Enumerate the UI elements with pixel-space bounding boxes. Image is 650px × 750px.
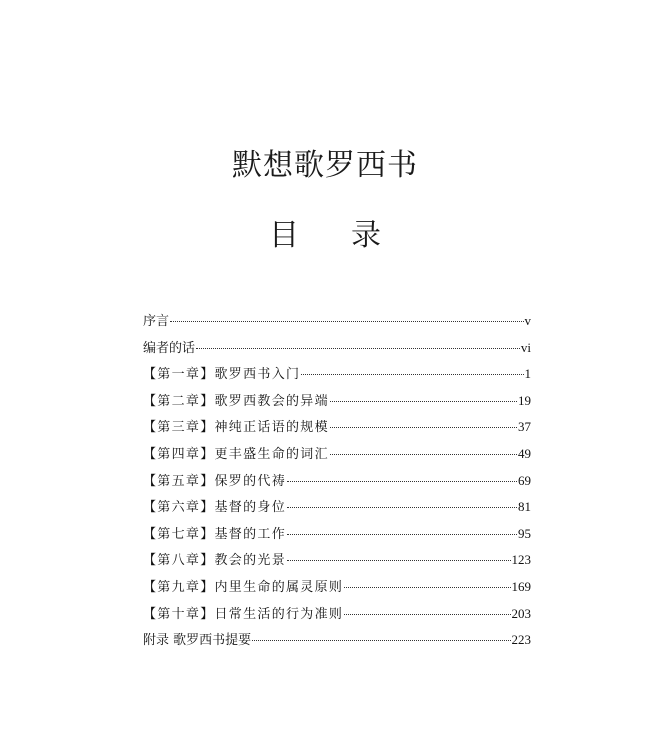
- toc-entry-page: 123: [511, 552, 531, 568]
- dot-leader: [344, 587, 510, 588]
- book-title: 默想歌罗西书: [232, 148, 418, 183]
- toc-heading-char-2: 录: [351, 218, 381, 253]
- toc-entry-editors-note[interactable]: [143, 337, 531, 364]
- toc-entry-chapter-4[interactable]: [143, 443, 531, 470]
- toc-entry-label: 【第二章】歌罗西教会的异端: [143, 393, 329, 409]
- toc-entry-chapter-5[interactable]: [143, 470, 531, 497]
- toc-entry-page: 95: [518, 525, 531, 541]
- toc-entry-label: 编者的话: [143, 340, 196, 356]
- toc-entry-page: 49: [518, 445, 531, 461]
- toc-entry-chapter-8[interactable]: [143, 549, 531, 576]
- toc-entry-page: vi: [520, 339, 531, 355]
- toc-entry-page: 37: [518, 419, 531, 435]
- toc-entry-label: 【第七章】基督的工作: [143, 526, 287, 542]
- toc-entry-label: 【第九章】内里生命的属灵原则: [143, 579, 344, 595]
- toc-entry-chapter-10[interactable]: [143, 603, 531, 630]
- toc-entry-page: 203: [511, 605, 531, 621]
- toc-entry-label: 【第六章】基督的身位: [143, 500, 287, 516]
- toc-entry-label: 【第四章】更丰盛生命的词汇: [143, 446, 329, 462]
- toc-entry-page: 1: [524, 366, 531, 382]
- dot-leader: [330, 454, 517, 455]
- toc-entry-page: 19: [518, 392, 531, 408]
- toc-entry-page: 81: [518, 499, 531, 515]
- dot-leader: [301, 374, 523, 375]
- dot-leader: [330, 427, 517, 428]
- toc-entry-chapter-9[interactable]: [143, 576, 531, 603]
- toc-entry-label: 序言: [143, 314, 170, 329]
- dot-leader: [287, 481, 517, 482]
- toc-entry-page: 69: [518, 472, 531, 488]
- dot-leader: [287, 560, 510, 561]
- dot-leader: [170, 321, 523, 322]
- toc-entry-label: 【第一章】歌罗西书入门: [143, 367, 301, 383]
- toc-heading-char-1: 目: [269, 218, 299, 253]
- dot-leader: [330, 401, 517, 402]
- toc-entry-label: 【第五章】保罗的代祷: [143, 473, 287, 489]
- table-of-contents: [143, 310, 531, 656]
- dot-leader: [287, 507, 517, 508]
- toc-entry-page: 223: [511, 632, 531, 648]
- toc-entry-appendix[interactable]: [143, 629, 531, 656]
- toc-entry-preface[interactable]: [143, 310, 531, 337]
- toc-entry-chapter-1[interactable]: [143, 363, 531, 390]
- toc-entry-chapter-2[interactable]: [143, 390, 531, 417]
- toc-entry-chapter-7[interactable]: [143, 523, 531, 550]
- toc-entry-page: 169: [511, 578, 531, 594]
- toc-entry-label: 附录 歌罗西书提要: [143, 633, 252, 649]
- toc-entry-label: 【第十章】日常生活的行为准则: [143, 606, 344, 622]
- toc-entry-label: 【第三章】神纯正话语的规模: [143, 420, 329, 436]
- dot-leader: [344, 614, 510, 615]
- dot-leader: [252, 640, 510, 641]
- toc-entry-chapter-6[interactable]: [143, 496, 531, 523]
- toc-entry-page: v: [524, 313, 531, 328]
- toc-entry-chapter-3[interactable]: [143, 416, 531, 443]
- toc-heading: [0, 216, 650, 256]
- toc-entry-label: 【第八章】教会的光景: [143, 553, 287, 569]
- dot-leader: [287, 534, 517, 535]
- dot-leader: [196, 348, 520, 349]
